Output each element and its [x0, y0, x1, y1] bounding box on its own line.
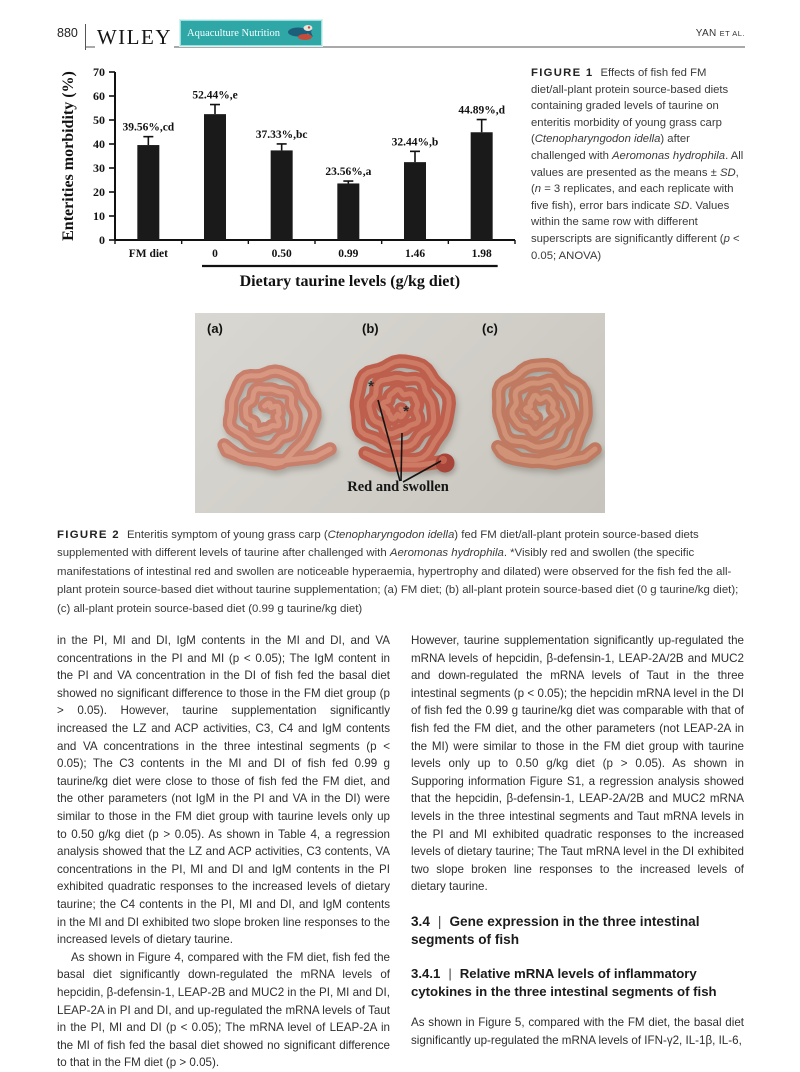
svg-text:44.89%,d: 44.89%,d	[458, 104, 505, 117]
right-paragraph-2: As shown in Figure 5, compared with the FM diet, the basal diet significantly up-regulated the mRNA levels of IFN-γ2, IL-1β, IL-6,	[411, 1015, 744, 1047]
figure1-chart	[57, 62, 523, 304]
svg-text:32.44%,b: 32.44%,b	[391, 136, 439, 149]
left-column	[57, 632, 390, 1072]
svg-text:70: 70	[93, 65, 105, 79]
journal-title: Aquaculture Nutrition	[187, 27, 281, 39]
svg-text:0: 0	[212, 248, 218, 260]
running-head: YAN ET AL.	[695, 28, 745, 39]
svg-text:37.33%,bc: 37.33%,bc	[255, 128, 308, 141]
left-paragraph-1: in the PI, MI and DI, IgM contents in the MI and DI, and VA concentrations in the PI and MI (p < 0.05); The IgM content in the PI and VA concentration in the DI of fish fed the basal diet showed no significant difference to those in the FM diet group (p > 0.05). However, taurine supplementation significantly increased the LZ and ACP activities, C3, C4 and IgM contents and VA concentrations in the three intestinal segments (p < 0.05); The C3 contents in the MI and DI of fish fed 0.99 g taurine/kg diet were close to those of fish fed the FM diet, and the other parameters (not IgM in the PI and VA in the DI) were similar to those in the FM diet group with taurine levels only up to 0.50 g/kg diet (p > 0.05). As shown in Table 4, a regression analysis showed that the LZ and ACP activities, C3 contents, VA concentrations in the PI, MI and DI and IgM contents in the PI exhibited quadratic responses to the increased levels of dietary taurine; the C4 contents in the PI, MI and DI, and IgM contents in the MI and DI exhibited two slope broken line responses to the increased levels of dietary taurine.	[57, 634, 390, 947]
svg-text:1.98: 1.98	[471, 248, 492, 260]
svg-text:0: 0	[99, 233, 105, 247]
journal-banner	[180, 20, 322, 46]
svg-text:52.44%,e: 52.44%,e	[192, 89, 238, 102]
svg-text:Dietary taurine levels (g/kg d: Dietary taurine levels (g/kg diet)	[239, 273, 461, 290]
figure1-caption-text: Effects of fish fed FM diet/all-plant protein source-based diets containing graded levels of taurine on enteritis morbidity of young grass carp (Ctenopharyngodon idella) after challenged with Aeromonas hydrophila. All values are presented as the means ± SD, (n = 3 replicates, and each replicate with five fish), error bars indicate SD. Values within the same row with different superscripts are significantly different (p < 0.05; ANOVA)	[531, 67, 744, 262]
svg-text:*: *	[403, 403, 409, 420]
header-divider	[85, 24, 86, 50]
left-paragraph-2: As shown in Figure 4, compared with the FM diet, fish fed the basal diet significantly down-regulated the mRNA levels of hepcidin, β-defensin-1, LEAP-2B and MUC2 in the PI, MI and DI, LEAP-2A in PI and DI, and up-regulated the mRNA levels of Taut in the PI, MI and DI (p < 0.05); The mRNA level of LEAP-2A in the MI of fish fed the basal diet showed no significant difference to that in the FM diet (p > 0.05).	[57, 950, 390, 1070]
svg-text:60: 60	[93, 89, 105, 103]
heading-divider: |	[437, 913, 442, 929]
section-heading-3-4: 3.4 | Gene expression in the three intestinal segments of fish	[411, 913, 700, 947]
svg-text:FM diet: FM diet	[128, 248, 168, 260]
svg-text:*: *	[368, 378, 374, 395]
wiley-logo: WILEY	[96, 25, 172, 49]
subsection-heading-3-4-1: 3.4.1 | Relative mRNA levels of inflammatory cytokines in the three intestinal segments of fish	[411, 965, 717, 999]
fish-icon	[285, 23, 315, 43]
svg-text:0.99: 0.99	[338, 248, 359, 260]
page-header	[57, 24, 745, 58]
panel-label-a: (a)	[207, 321, 223, 336]
page-number: 880	[57, 26, 85, 50]
svg-text:0.50: 0.50	[271, 248, 292, 260]
figure2-label: FIGURE 2	[57, 529, 120, 541]
svg-text:20: 20	[93, 185, 105, 199]
figure2-caption	[57, 526, 745, 618]
figure1-block	[57, 62, 745, 304]
figure1-chart-svg	[57, 62, 523, 299]
right-column	[411, 632, 744, 1072]
right-paragraph-1: However, taurine supplementation significantly up-regulated the mRNA levels of hepcidin, β-defensin-1, LEAP-2A/2B and MUC2 and down-regulated the mRNA levels of Taut in the three intestinal segments (p < 0.05); the hepcidin mRNA level in the DI of fish fed the 0.99 g taurine/kg diet was comparable with that of fish fed the FM diet, and the other parameters (not LEAP-2A in the MI) were similar to those in the FM diet group with taurine levels only up to 0.50 g/kg diet (p > 0.05). As shown in Supporing information Figure S1, a regression analysis showed that the hepcidin, β-defensin-1, LEAP-2A/2B and MUC2 mRNA levels in the three intestinal segments and Taut mRNA levels in the PI and MI exhibited quadratic responses to the increased levels of dietary taurine; The Taut mRNA level in the DI exhibited two slope broken line responses to the increased levels of dietary taurine.	[411, 634, 744, 894]
red-swollen-annotation: Red and swollen	[347, 479, 449, 495]
figure1-label: FIGURE 1	[531, 67, 594, 79]
svg-text:50: 50	[93, 113, 105, 127]
svg-text:39.56%,cd: 39.56%,cd	[122, 121, 175, 134]
article-columns	[57, 632, 745, 1072]
panel-label-c: (c)	[482, 321, 498, 336]
svg-text:40: 40	[93, 137, 105, 151]
figure2-caption-text: Enteritis symptom of young grass carp (Ctenopharyngodon idella) fed FM diet/all-plant protein source-based diets supplemented with different levels of taurine after challenged with Aeromonas hydrophila. *Visibly red and swollen (the specific manifestations of intestinal red and swollen are noticeable hyperaemia, hypertrophy and dilated) were observed for the fish fed the all-plant protein source-based diet without taurine supplementation; (a) FM diet; (b) all-plant protein source-based diet (0 g taurine/kg diet); (c) all-plant protein source-based diet (0.99 g taurine/kg diet)	[57, 529, 739, 615]
svg-text:Enterities morbidity (%): Enterities morbidity (%)	[60, 71, 77, 241]
heading-divider: |	[448, 965, 452, 981]
panel-label-b: (b)	[362, 321, 379, 336]
svg-text:23.56%,a: 23.56%,a	[325, 166, 372, 179]
svg-text:10: 10	[93, 209, 105, 223]
svg-text:1.46: 1.46	[404, 248, 426, 260]
figure2-photo	[195, 313, 605, 513]
figure1-caption	[531, 65, 745, 304]
svg-text:30: 30	[93, 161, 105, 175]
